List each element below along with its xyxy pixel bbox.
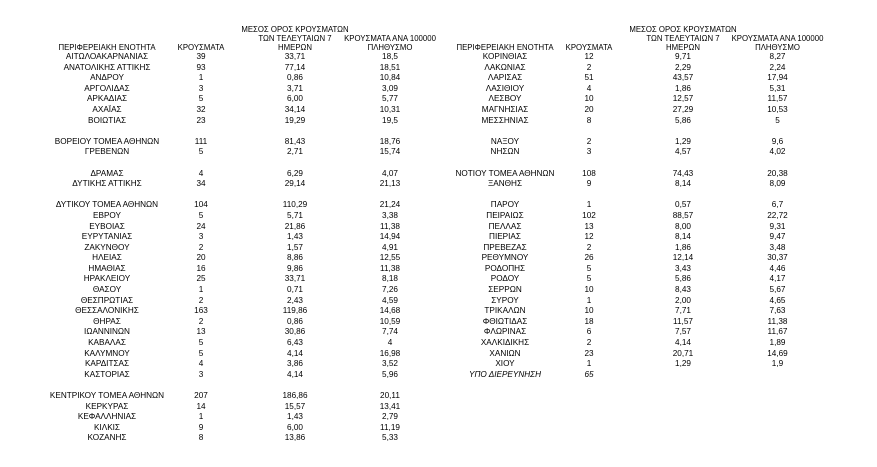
cell-per100k: 20,38	[767, 168, 788, 178]
header-per100k-line2: ΠΛΗΘΥΣΜΟ	[755, 43, 800, 52]
cell-cases: 23	[196, 115, 206, 125]
cell-region: ΞΑΝΘΗΣ	[487, 179, 523, 189]
cell-region: ΛΕΣΒΟΥ	[488, 94, 522, 104]
cell-region: ΑΡΓΟΛΙΔΑΣ	[84, 83, 130, 93]
cell-avg7: 6,00	[287, 422, 303, 432]
cell-avg7: 12,14	[672, 253, 694, 263]
cell-avg7: 8,86	[287, 253, 303, 263]
header-per100k-line1: ΚΡΟΥΣΜΑΤΑ ΑΝΑ 100000	[731, 34, 824, 43]
cell-avg7: 3,86	[287, 359, 303, 369]
cell-per100k: 18,5	[382, 52, 398, 61]
cell-avg7: 6,00	[287, 94, 303, 104]
cell-region: ΚΕΝΤΡΙΚΟΥ ΤΟΜΕΑ ΑΘΗΝΩΝ	[49, 391, 165, 400]
cell-region: ΘΗΡΑΣ	[93, 316, 121, 326]
cell-per100k: 13,41	[379, 401, 401, 411]
cell-avg7: 29,14	[284, 179, 306, 189]
cell-region: ΙΩΑΝΝΙΝΩΝ	[84, 327, 130, 337]
cell-avg7: 33,71	[284, 52, 306, 61]
cell-cases: 12	[584, 52, 594, 61]
cell-cases: 163	[194, 306, 208, 316]
cell-region: ΦΘΙΩΤΙΔΑΣ	[482, 316, 528, 326]
cell-per100k: 22,72	[767, 210, 788, 220]
cell-region: ΑΙΤΩΛΟΑΚΑΡΝΑΝΙΑΣ	[65, 52, 149, 61]
cell-region: ΦΛΩΡΙΝΑΣ	[483, 327, 527, 337]
cell-per100k: 10,53	[767, 104, 788, 114]
cell-avg7: 186,86	[282, 391, 308, 400]
cell-per100k: 18,76	[379, 136, 401, 146]
cell-avg7: 0,86	[287, 316, 303, 326]
cell-per100k: 11,38	[380, 221, 400, 231]
header-region: ΠΕΡΙΦΕΡΕΙΑΚΗ ΕΝΟΤΗΤΑ	[456, 43, 554, 52]
cell-avg7: 119,86	[282, 306, 308, 316]
cell-cases: 9	[198, 422, 204, 432]
cell-cases: 3	[198, 369, 204, 379]
cell-cases: 1	[586, 295, 592, 305]
cell-region: ΓΡΕΒΕΝΩΝ	[84, 147, 130, 157]
cell-per100k: 5,77	[382, 94, 398, 104]
cell-region: ΒΟΡΕΙΟΥ ΤΟΜΕΑ ΑΘΗΝΩΝ	[54, 136, 160, 146]
cell-per100k: 4	[387, 338, 393, 348]
cell-cases: 20	[584, 104, 594, 114]
cell-avg7: 2,00	[675, 295, 691, 305]
cell-cases: 93	[196, 62, 206, 72]
cell-avg7: 88,57	[672, 210, 694, 220]
cell-avg7: 1,43	[287, 232, 303, 242]
cell-per100k: 21,24	[379, 200, 401, 210]
cell-avg7: 4,14	[287, 348, 303, 358]
cell-cases: 5	[198, 338, 204, 348]
cell-region: ΚΑΛΥΜΝΟΥ	[84, 348, 130, 358]
cell-region: ΡΟΔΟΠΗΣ	[484, 263, 526, 273]
cell-cases: 5	[198, 94, 204, 104]
cell-region: ΚΕΡΚΥΡΑΣ	[85, 401, 129, 411]
cell-region: ΠΡΕΒΕΖΑΣ	[483, 242, 527, 252]
cell-cases: 26	[584, 253, 594, 263]
cell-cases: 25	[196, 274, 206, 284]
cell-cases: 3	[198, 83, 204, 93]
cell-region: ΥΠΟ ΔΙΕΡΕΥΝΗΣΗ	[469, 369, 541, 379]
cell-per100k: 16,98	[379, 348, 401, 358]
cell-avg7: 1,86	[675, 83, 691, 93]
cell-avg7: 4,14	[675, 338, 691, 348]
cell-cases: 207	[194, 391, 208, 400]
cell-region: ΝΗΣΩΝ	[490, 147, 520, 157]
cell-per100k: 7,74	[382, 327, 398, 337]
cell-avg7: 33,71	[284, 274, 306, 284]
cell-region: ΚΑΒΑΛΑΣ	[88, 338, 126, 348]
cell-avg7: 77,14	[284, 62, 306, 72]
cell-per100k: 11,57	[767, 94, 788, 104]
cell-region: ΠΕΙΡΑΙΩΣ	[486, 210, 524, 220]
cell-per100k: 5,31	[769, 83, 786, 93]
cell-per100k: 9,47	[769, 232, 786, 242]
cell-region: ΠΕΛΛΑΣ	[488, 221, 522, 231]
cell-cases: 2	[586, 62, 592, 72]
cell-avg7: 9,71	[675, 52, 691, 61]
cell-avg7: 3,71	[287, 83, 303, 93]
cell-cases: 3	[586, 147, 592, 157]
cell-region: ΚΟΖΑΝΗΣ	[87, 433, 127, 443]
cell-region: ΝΟΤΙΟΥ ΤΟΜΕΑ ΑΘΗΝΩΝ	[455, 168, 555, 178]
cell-region: ΔΥΤΙΚΟΥ ΤΟΜΕΑ ΑΘΗΝΩΝ	[55, 200, 159, 210]
cell-cases: 111	[194, 136, 208, 146]
cell-per100k: 7,63	[769, 306, 786, 316]
header-per100k-line2: ΠΛΗΘΥΣΜΟ	[367, 43, 413, 52]
cell-region: ΚΑΣΤΟΡΙΑΣ	[84, 369, 130, 379]
cell-cases: 13	[196, 327, 206, 337]
cell-per100k: 4,65	[769, 295, 786, 305]
cell-cases: 4	[198, 359, 204, 369]
cell-region: ΜΕΣΣΗΝΙΑΣ	[481, 115, 529, 125]
cell-cases: 5	[586, 274, 592, 284]
cell-per100k: 2,24	[769, 62, 786, 72]
cell-avg7: 1,86	[675, 242, 691, 252]
cell-per100k: 4,02	[769, 147, 786, 157]
cell-avg7: 5,86	[675, 274, 691, 284]
cell-region: ΕΥΒΟΙΑΣ	[89, 221, 125, 231]
cell-avg7: 11,57	[673, 316, 693, 326]
cell-cases: 1	[586, 359, 592, 369]
cell-avg7: 2,71	[287, 147, 303, 157]
cell-region: ΠΙΕΡΙΑΣ	[489, 232, 521, 242]
cell-per100k: 4,17	[769, 274, 786, 284]
cell-per100k: 5,96	[382, 369, 398, 379]
cell-region: ΤΡΙΚΑΛΩΝ	[484, 306, 526, 316]
header-avg7-line2: ΤΩΝ ΤΕΛΕΥΤΑΙΩΝ 7	[646, 34, 720, 43]
cell-region: ΧΑΝΙΩΝ	[489, 348, 521, 358]
cell-region: ΡΕΘΥΜΝΟΥ	[481, 253, 529, 263]
cell-per100k: 8,09	[769, 179, 786, 189]
cell-region: ΔΥΤΙΚΗΣ ΑΤΤΙΚΗΣ	[72, 179, 142, 189]
cell-avg7: 43,57	[672, 73, 694, 83]
cell-region: ΛΑΚΩΝΙΑΣ	[484, 62, 526, 72]
cell-region: ΛΑΡΙΣΑΣ	[487, 73, 523, 83]
cell-region: ΛΑΣΙΘΙΟΥ	[485, 83, 525, 93]
cell-per100k: 3,38	[382, 210, 398, 220]
cell-cases: 2	[198, 316, 204, 326]
cell-avg7: 15,57	[284, 401, 306, 411]
cell-cases: 2	[198, 242, 204, 252]
cell-per100k: 19,5	[382, 115, 398, 125]
cell-per100k: 8,27	[769, 52, 786, 61]
cell-region: ΗΛΕΙΑΣ	[92, 253, 122, 263]
cell-per100k: 5,33	[382, 433, 398, 443]
cell-cases: 2	[198, 295, 204, 305]
cell-region: ΧΑΛΚΙΔΙΚΗΣ	[480, 338, 530, 348]
cell-avg7: 1,57	[287, 242, 303, 252]
cell-cases: 2	[586, 242, 592, 252]
header-region: ΠΕΡΙΦΕΡΕΙΑΚΗ ΕΝΟΤΗΤΑ	[58, 43, 156, 52]
cell-region: ΖΑΚΥΝΘΟΥ	[84, 242, 130, 252]
cell-cases: 5	[198, 348, 204, 358]
header-cases: ΚΡΟΥΣΜΑΤΑ	[177, 43, 225, 52]
cell-cases: 20	[196, 253, 206, 263]
cell-region: ΜΑΓΝΗΣΙΑΣ	[481, 104, 529, 114]
cell-per100k: 5,67	[769, 285, 786, 295]
cell-avg7: 3,43	[675, 263, 691, 273]
header-avg7-line1: ΜΕΣΟΣ ΟΡΟΣ ΚΡΟΥΣΜΑΤΩΝ	[629, 25, 737, 34]
cell-per100k: 14,68	[379, 306, 401, 316]
cell-cases: 3	[198, 232, 204, 242]
cell-region: ΣΕΡΡΩΝ	[488, 285, 522, 295]
cell-per100k: 9,31	[769, 221, 786, 231]
cell-cases: 102	[582, 210, 596, 220]
cell-region: ΧΙΟΥ	[495, 359, 515, 369]
cell-avg7: 1,29	[675, 359, 691, 369]
cell-cases: 1	[586, 200, 592, 210]
cell-avg7: 8,14	[675, 179, 691, 189]
cell-cases: 13	[584, 221, 594, 231]
cell-cases: 5	[586, 263, 592, 273]
cell-cases: 104	[194, 200, 208, 210]
cell-avg7: 0,86	[287, 73, 303, 83]
header-avg7-line3: ΗΜΕΡΩΝ	[666, 43, 700, 52]
cell-cases: 5	[198, 210, 204, 220]
cell-avg7: 12,57	[672, 94, 694, 104]
cell-region: ΣΥΡΟΥ	[491, 295, 519, 305]
cell-avg7: 8,43	[675, 285, 691, 295]
cell-cases: 8	[198, 433, 204, 443]
cell-avg7: 21,86	[284, 221, 306, 231]
cell-region: ΠΑΡΟΥ	[490, 200, 520, 210]
cell-avg7: 5,71	[287, 210, 303, 220]
cell-avg7: 4,14	[287, 369, 303, 379]
cell-region: ΑΝΑΤΟΛΙΚΗΣ ΑΤΤΙΚΗΣ	[63, 62, 151, 72]
cell-per100k: 20,11	[380, 391, 400, 400]
cell-avg7: 8,00	[675, 221, 691, 231]
cell-avg7: 4,57	[675, 147, 691, 157]
cell-cases: 65	[584, 369, 594, 379]
cell-cases: 23	[584, 348, 594, 358]
cell-per100k: 15,74	[379, 147, 401, 157]
cell-region: ΕΥΡΥΤΑΝΙΑΣ	[81, 232, 133, 242]
cell-per100k: 17,94	[767, 73, 788, 83]
cell-per100k: 7,26	[382, 285, 398, 295]
header-cases: ΚΡΟΥΣΜΑΤΑ	[565, 43, 613, 52]
cell-cases: 18	[584, 316, 594, 326]
cell-region: ΗΡΑΚΛΕΙΟΥ	[83, 274, 131, 284]
cell-cases: 9	[586, 179, 592, 189]
cell-cases: 6	[586, 327, 592, 337]
cell-region: ΘΕΣΣΑΛΟΝΙΚΗΣ	[75, 306, 139, 316]
cell-per100k: 10,59	[379, 316, 401, 326]
cell-avg7: 34,14	[284, 104, 306, 114]
cell-cases: 4	[198, 168, 204, 178]
cell-region: ΕΒΡΟΥ	[93, 210, 121, 220]
cell-per100k: 12,55	[379, 253, 401, 263]
cell-avg7: 20,71	[672, 348, 694, 358]
cell-region: ΘΕΣΠΡΩΤΙΑΣ	[80, 295, 134, 305]
cell-per100k: 1,9	[771, 359, 784, 369]
cell-avg7: 2,43	[287, 295, 303, 305]
cell-per100k: 10,84	[379, 73, 401, 83]
cell-avg7: 30,86	[284, 327, 306, 337]
cell-per100k: 4,46	[769, 263, 786, 273]
cell-region: ΑΧΑΪΑΣ	[92, 104, 122, 114]
cell-per100k: 4,07	[382, 168, 398, 178]
cell-region: ΗΜΑΘΙΑΣ	[88, 263, 126, 273]
cell-cases: 51	[584, 73, 594, 83]
cell-cases: 10	[584, 94, 594, 104]
cell-per100k: 8,18	[382, 274, 398, 284]
header-avg7-line3: ΗΜΕΡΩΝ	[278, 43, 312, 52]
cell-cases: 1	[198, 412, 204, 422]
cell-cases: 1	[198, 285, 204, 295]
cell-cases: 14	[196, 401, 206, 411]
cell-cases: 108	[582, 168, 596, 178]
header-avg7-line1: ΜΕΣΟΣ ΟΡΟΣ ΚΡΟΥΣΜΑΤΩΝ	[241, 25, 349, 34]
cell-region: ΑΡΚΑΔΙΑΣ	[86, 94, 128, 104]
cell-avg7: 9,86	[287, 263, 303, 273]
cell-per100k: 21,13	[379, 179, 401, 189]
cell-region: ΒΟΙΩΤΙΑΣ	[87, 115, 127, 125]
header-avg7-line2: ΤΩΝ ΤΕΛΕΥΤΑΙΩΝ 7	[258, 34, 332, 43]
cell-per100k: 10,31	[379, 104, 401, 114]
cell-cases: 10	[584, 306, 594, 316]
cell-region: ΚΙΛΚΙΣ	[93, 422, 120, 432]
cell-avg7: 1,29	[675, 136, 691, 146]
header-per100k-line1: ΚΡΟΥΣΜΑΤΑ ΑΝΑ 100000	[344, 34, 436, 43]
cell-cases: 2	[586, 338, 592, 348]
cell-region: ΘΑΣΟΥ	[92, 285, 122, 295]
cell-region: ΡΟΔΟΥ	[490, 274, 520, 284]
cell-per100k: 14,94	[379, 232, 401, 242]
cell-per100k: 5	[775, 115, 780, 125]
cell-avg7: 0,57	[675, 200, 691, 210]
cell-cases: 10	[584, 285, 594, 295]
cell-avg7: 6,43	[287, 338, 303, 348]
cell-cases: 2	[586, 136, 592, 146]
cell-per100k: 6,7	[771, 200, 784, 210]
cell-region: ΑΝΔΡΟΥ	[90, 73, 124, 83]
cell-avg7: 27,29	[672, 104, 694, 114]
cell-avg7: 2,29	[675, 62, 691, 72]
cell-avg7: 6,29	[287, 168, 303, 178]
cell-avg7: 7,57	[675, 327, 691, 337]
cell-cases: 5	[198, 147, 204, 157]
cell-per100k: 1,89	[769, 338, 786, 348]
cell-per100k: 3,52	[382, 359, 398, 369]
cell-cases: 32	[196, 104, 206, 114]
cell-per100k: 9,6	[771, 136, 784, 146]
cell-avg7: 110,29	[282, 200, 308, 210]
cell-region: ΚΑΡΔΙΤΣΑΣ	[84, 359, 130, 369]
cell-cases: 39	[196, 52, 206, 61]
cell-region: ΔΡΑΜΑΣ	[90, 168, 124, 178]
cell-cases: 4	[586, 83, 592, 93]
cell-per100k: 30,37	[767, 253, 788, 263]
cell-cases: 16	[196, 263, 206, 273]
cell-avg7: 19,29	[284, 115, 306, 125]
cell-avg7: 8,14	[675, 232, 691, 242]
cell-per100k: 14,69	[767, 348, 788, 358]
cell-cases: 24	[196, 221, 206, 231]
cell-per100k: 3,09	[382, 83, 398, 93]
cell-cases: 12	[584, 232, 594, 242]
cell-cases: 34	[196, 179, 206, 189]
cell-region: ΝΑΞΟΥ	[490, 136, 520, 146]
cell-per100k: 18,51	[379, 62, 401, 72]
cell-per100k: 3,48	[769, 242, 786, 252]
cell-per100k: 11,67	[767, 327, 788, 337]
cell-per100k: 11,38	[380, 263, 400, 273]
cell-per100k: 4,91	[382, 242, 398, 252]
cell-per100k: 11,38	[767, 316, 788, 326]
cell-avg7: 74,43	[672, 168, 694, 178]
cell-avg7: 81,43	[284, 136, 306, 146]
cell-per100k: 4,59	[382, 295, 398, 305]
cell-per100k: 2,79	[382, 412, 398, 422]
cell-avg7: 7,71	[675, 306, 691, 316]
cell-avg7: 0,71	[287, 285, 303, 295]
cell-cases: 1	[198, 73, 204, 83]
cell-avg7: 5,86	[675, 115, 691, 125]
cell-cases: 8	[586, 115, 592, 125]
cell-region: ΚΟΡΙΝΘΙΑΣ	[482, 52, 528, 61]
cell-avg7: 1,43	[287, 412, 303, 422]
cell-per100k: 11,19	[380, 422, 400, 432]
cell-region: ΚΕΦΑΛΛΗΝΙΑΣ	[77, 412, 137, 422]
cell-avg7: 13,86	[284, 433, 306, 443]
